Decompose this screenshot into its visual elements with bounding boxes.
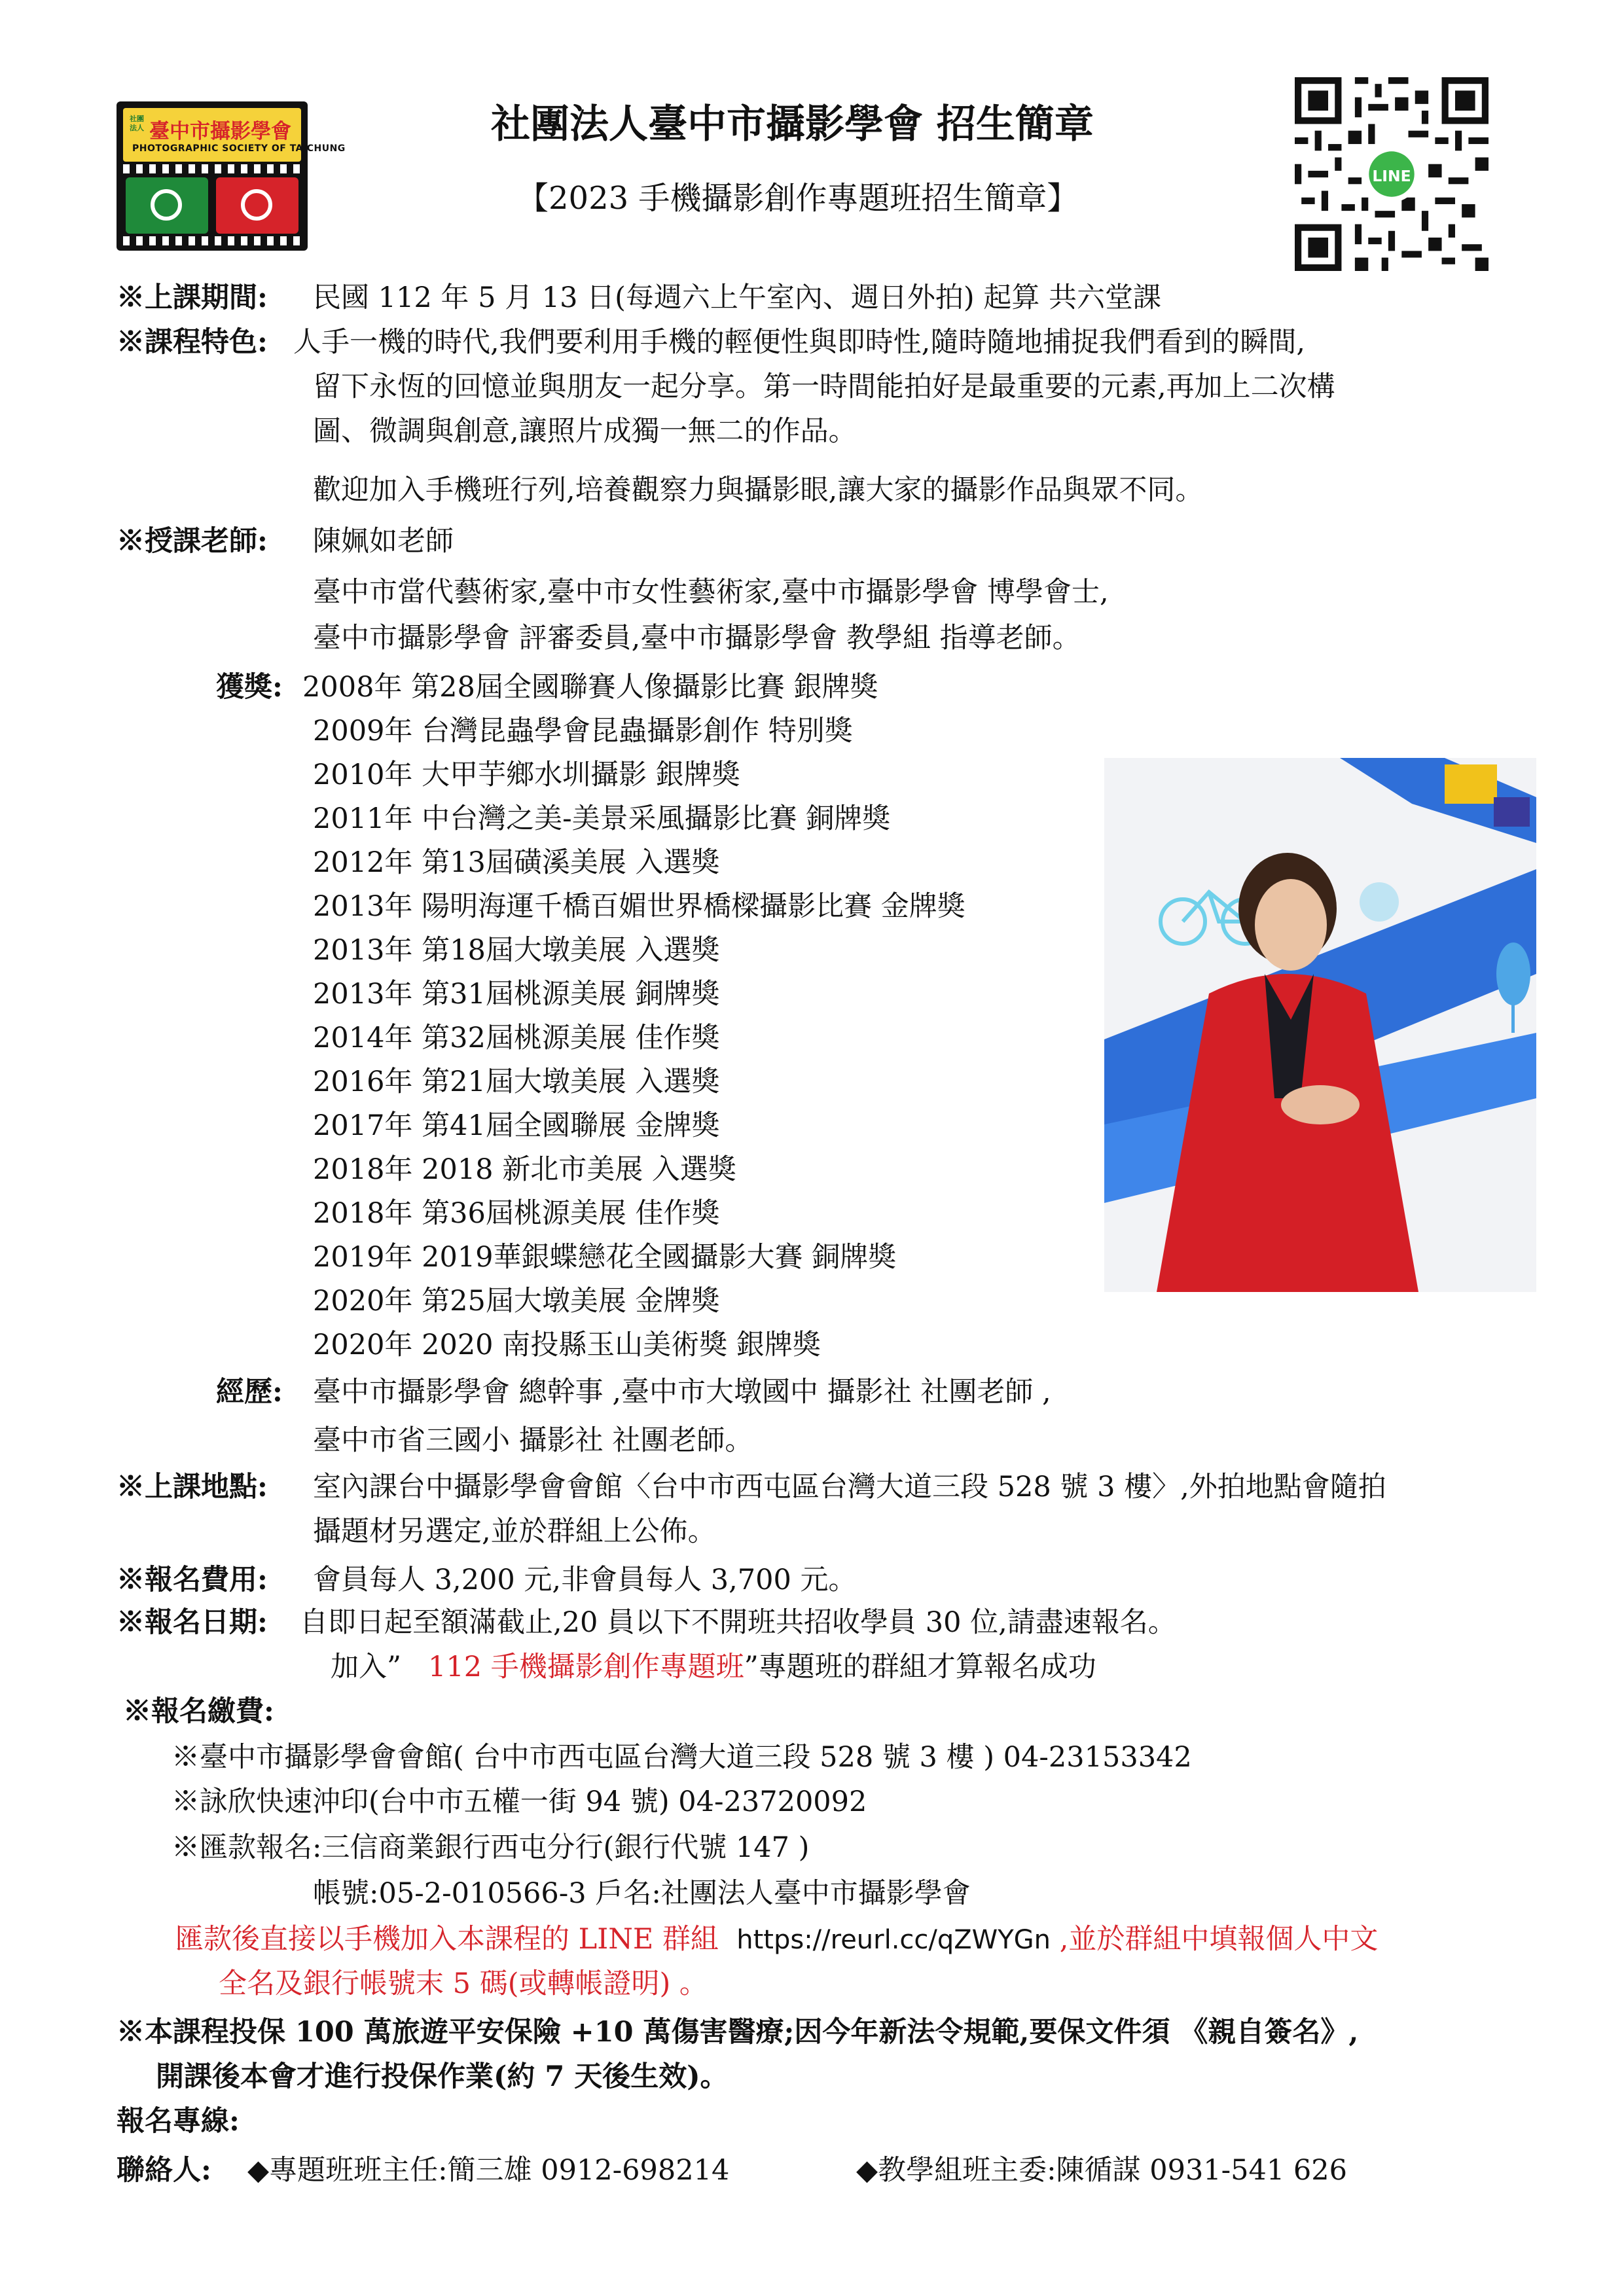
- payment-item: ※詠欣快速沖印(台中市五權一街 94 號) 04-23720092: [171, 1785, 867, 1818]
- fee-text: 會員每人 3,200 元,非會員每人 3,700 元。: [313, 1564, 857, 1596]
- payment-item: ※臺中市攝影學會會館( 台中市西屯區台灣大道三段 528 號 3 樓 ) 04-23153342: [171, 1741, 1192, 1774]
- teacher-label: ※授課老師:: [117, 525, 268, 558]
- logo-org-english: PHOTOGRAPHIC SOCIETY OF TAICHUNG: [132, 143, 346, 154]
- logo-org-name: 臺中市攝影學會: [149, 120, 291, 143]
- logo-org-small: 社團法人: [130, 115, 144, 132]
- line-group-url[interactable]: https://reurl.cc/qZWYGn: [736, 1925, 1051, 1955]
- camera-icon: [126, 177, 208, 234]
- teacher-title: 臺中市攝影學會 評審委員,臺中市攝影學會 教學組 指導老師。: [313, 622, 1081, 655]
- award-item: 2020年 2020 南投縣玉山美術獎 銀牌獎: [313, 1329, 821, 1361]
- teacher-photo: [1104, 758, 1536, 1292]
- location-label: ※上課地點:: [117, 1471, 268, 1503]
- teacher-title: 臺中市當代藝術家,臺中市女性藝術家,臺中市攝影學會 博學會士,: [313, 576, 1109, 609]
- society-logo: [117, 101, 346, 251]
- bank-account: 帳號:05-2-010566-3 戶名:社團法人臺中市攝影學會: [313, 1877, 971, 1910]
- join-prefix: 加入”: [331, 1651, 401, 1683]
- award-item: 2020年 第25屆大墩美展 金牌獎: [313, 1285, 720, 1318]
- features-label: ※課程特色:: [117, 326, 268, 359]
- contact-person: ◆教學組班主委:陳循謀 0931-541 626: [856, 2154, 1348, 2187]
- join-group-name: 112 手機攝影創作專題班: [428, 1651, 744, 1683]
- line-note-3: 全名及銀行帳號末 5 碼(或轉帳證明) 。: [219, 1967, 708, 2000]
- logo-banner: [123, 108, 346, 162]
- video-camera-icon: [216, 177, 298, 234]
- teacher-name: 陳姵如老師: [313, 525, 454, 558]
- page-subtitle: 【2023 手機攝影創作專題班招生簡章】: [517, 180, 1079, 217]
- hotline-label: 報名專線:: [117, 2105, 240, 2138]
- awards-label: 獲獎:: [216, 671, 283, 704]
- join-suffix: ”專題班的群組才算報名成功: [744, 1651, 1096, 1683]
- join-group-line: [331, 1645, 1096, 1689]
- award-item: 2011年 中台灣之美-美景采風攝影比賽 銅牌獎: [313, 802, 891, 835]
- award-item: 2018年 第36屆桃源美展 佳作獎: [313, 1197, 720, 1230]
- features-line: 人手一機的時代,我們要利用手機的輕便性與即時性,隨時隨地捕捉我們看到的瞬間,: [293, 326, 1306, 359]
- contact-person: ◆專題班班主任:簡三雄 0912-698214: [247, 2154, 730, 2187]
- schedule-text: 民國 112 年 5 月 13 日(每週六上午室內、週日外拍) 起算 共六堂課: [313, 281, 1162, 314]
- award-item: 2018年 2018 新北市美展 入選獎: [313, 1153, 736, 1186]
- line-note-2: ,並於群組中填報個人中文: [1059, 1923, 1379, 1956]
- features-line: 留下永恆的回憶並與朋友一起分享。第一時間能拍好是最重要的元素,再加上二次構: [313, 370, 1335, 403]
- location-line: 攝題材另選定,並於群組上公佈。: [313, 1515, 716, 1548]
- film-strip-top: [123, 164, 301, 173]
- line-badge-text: LINE: [1372, 167, 1411, 186]
- location-line: 室內課台中攝影學會會館〈台中市西屯區台灣大道三段 528 號 3 樓〉,外拍地點會隨拍: [313, 1471, 1386, 1503]
- qr-code[interactable]: [1295, 77, 1489, 271]
- schedule-label: ※上課期間:: [117, 281, 268, 314]
- award-item: 2009年 台灣昆蟲學會昆蟲攝影創作 特別獎: [313, 715, 853, 747]
- award-item: 2019年 2019華銀蝶戀花全國攝影大賽 銅牌獎: [313, 1241, 897, 1274]
- award-item: 2017年 第41屆全國聯展 金牌獎: [313, 1109, 720, 1142]
- features-line: 圖、微調與創意,讓照片成獨一無二的作品。: [313, 415, 857, 448]
- line-group-note: [175, 1918, 1378, 1962]
- fee-label: ※報名費用:: [117, 1564, 268, 1596]
- insurance-line: 開課後本會才進行投保作業(約 7 天後生效)。: [156, 2060, 729, 2093]
- award-item: 2013年 第18屆大墩美展 入選獎: [313, 934, 720, 967]
- award-item: 2014年 第32屆桃源美展 佳作獎: [313, 1022, 720, 1054]
- line-note-1: 匯款後直接以手機加入本課程的 LINE 群組: [175, 1923, 719, 1956]
- award-item: 2010年 大甲芋鄉水圳攝影 銀牌獎: [313, 759, 740, 791]
- payment-item: ※匯款報名:三信商業銀行西屯分行(銀行代號 147 ): [171, 1831, 810, 1864]
- experience-label: 經歷:: [216, 1376, 283, 1408]
- experience-line: 臺中市省三國小 攝影社 社團老師。: [313, 1424, 753, 1457]
- features-line: 歡迎加入手機班行列,培養觀察力與攝影眼,讓大家的攝影作品與眾不同。: [313, 474, 1204, 507]
- registration-date-text: 自即日起至額滿截止,20 員以下不開班共招收學員 30 位,請盡速報名。: [300, 1606, 1176, 1639]
- experience-line: 臺中市攝影學會 總幹事 ,臺中市大墩國中 攝影社 社團老師 ,: [313, 1376, 1051, 1408]
- page-title: 社團法人臺中市攝影學會 招生簡章: [491, 101, 1094, 147]
- award-item: 2013年 第31屆桃源美展 銅牌獎: [313, 978, 720, 1011]
- film-strip-bottom: [123, 236, 301, 245]
- insurance-line: ※本課程投保 100 萬旅遊平安保險 +10 萬傷害醫療;因今年新法令規範,要保文件須 《親自簽名》,: [117, 2016, 1359, 2049]
- payment-label: ※報名繳費:: [123, 1695, 274, 1728]
- award-item: 2016年 第21屆大墩美展 入選獎: [313, 1066, 720, 1098]
- award-item: 2012年 第13屆磺溪美展 入選獎: [313, 846, 720, 879]
- contact-prefix: 聯絡人:: [117, 2154, 211, 2187]
- award-item: 2013年 陽明海運千橋百媚世界橋樑攝影比賽 金牌獎: [313, 890, 965, 923]
- registration-date-label: ※報名日期:: [117, 1606, 268, 1639]
- award-item: 2008年 第28屆全國聯賽人像攝影比賽 銀牌獎: [302, 671, 878, 704]
